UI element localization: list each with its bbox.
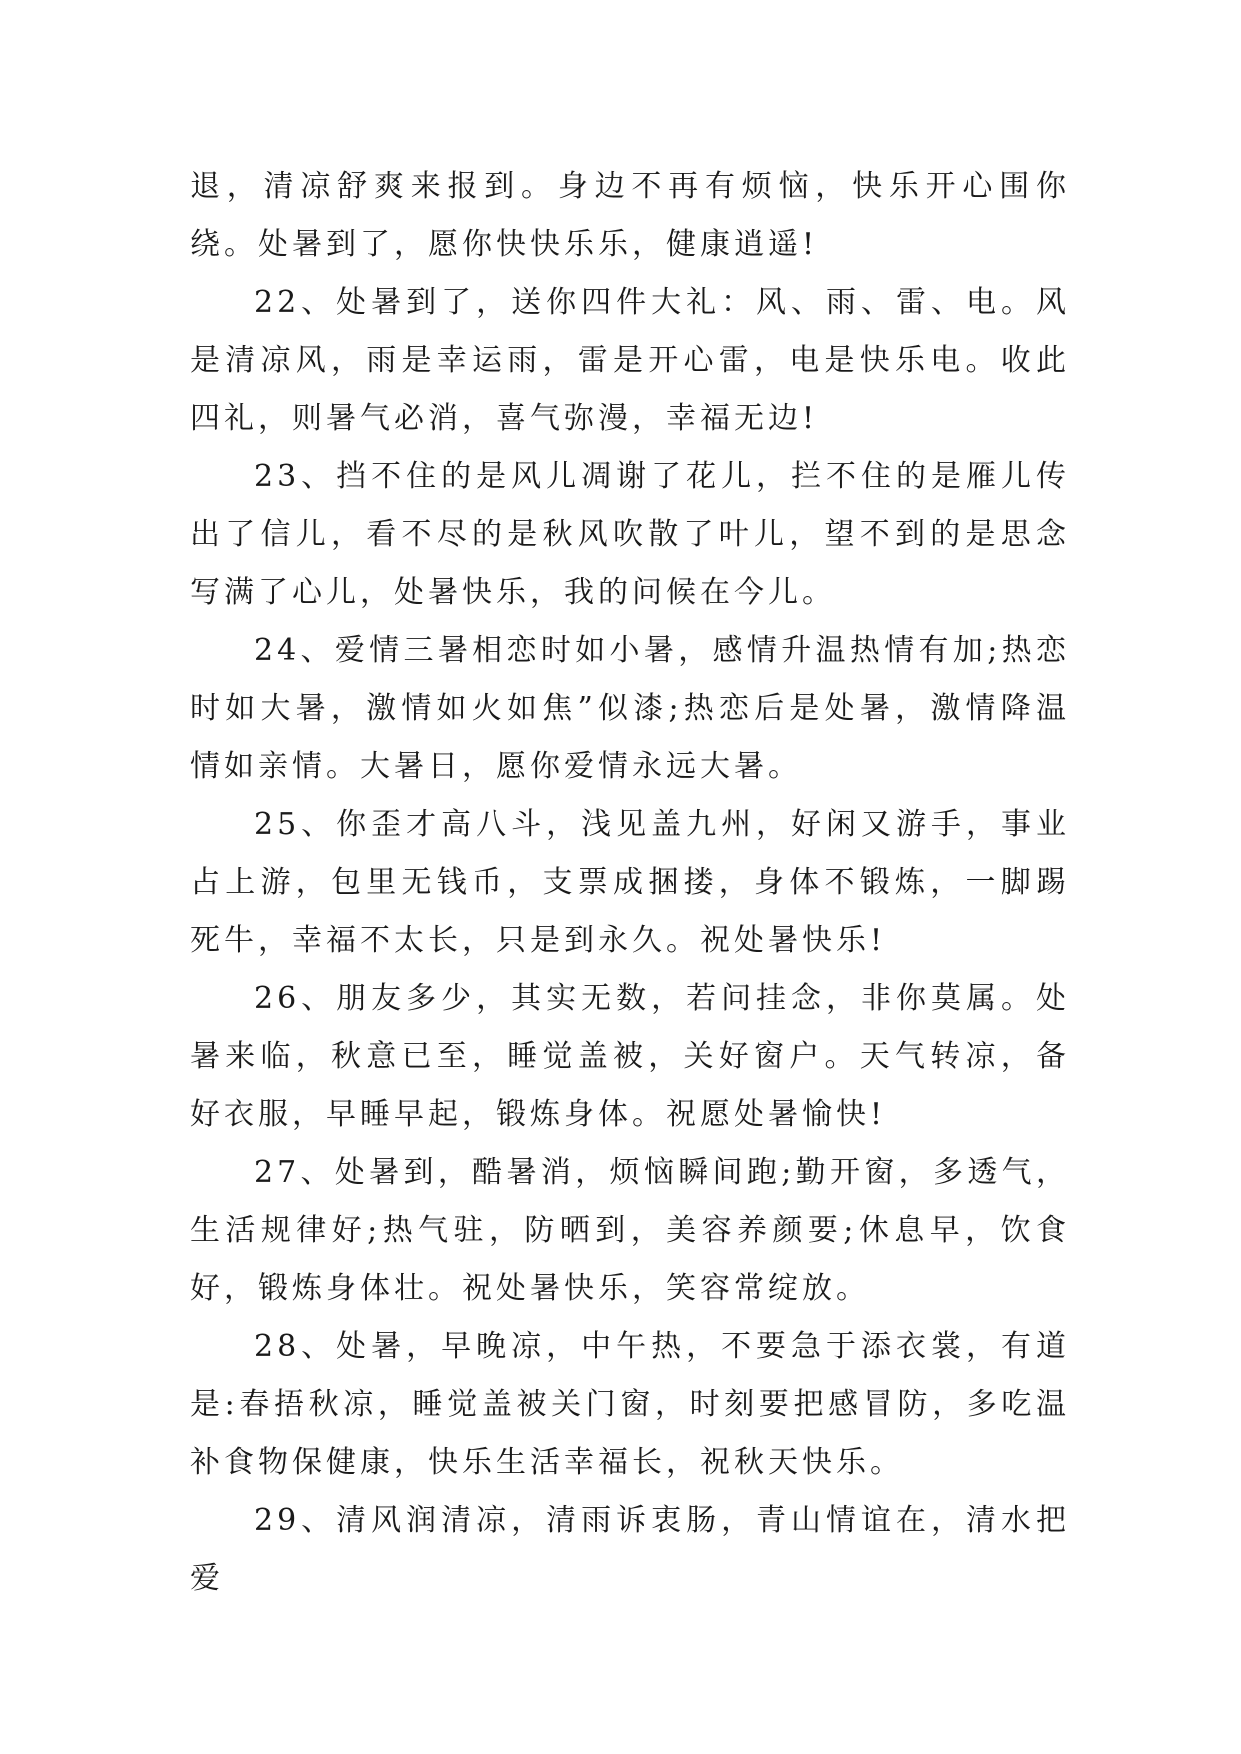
- paragraph-22: 22、处暑到了，送你四件大礼：风、雨、雷、电。风是清凉风，雨是幸运雨，雷是开心雷，电是快乐电。收此四礼，则暑气必消，喜气弥漫，幸福无边!: [190, 285, 1070, 436]
- paragraph-26: 26、朋友多少，其实无数，若问挂念，非你莫属。处暑来临，秋意已至，睡觉盖被，关好窗户。天气转凉，备好衣服，早睡早起，锻炼身体。祝愿处暑愉快!: [190, 981, 1070, 1132]
- paragraph-23: 23、挡不住的是风儿凋谢了花儿，拦不住的是雁儿传出了信儿，看不尽的是秋风吹散了叶儿，望不到的是思念写满了心儿，处暑快乐，我的问候在今儿。: [190, 459, 1070, 610]
- paragraph-25: 25、你歪才高八斗，浅见盖九州，好闲又游手，事业占上游，包里无钱币，支票成捆搂，身体不锻炼，一脚踢死牛，幸福不太长，只是到永久。祝处暑快乐!: [190, 807, 1070, 958]
- paragraph-continuation: 退，清凉舒爽来报到。身边不再有烦恼，快乐开心围你绕。处暑到了，愿你快快乐乐，健康逍遥!: [190, 169, 1070, 262]
- paragraph-28: 28、处暑，早晚凉，中午热，不要急于添衣裳，有道是:春捂秋凉，睡觉盖被关门窗，时刻要把感冒防，多吃温补食物保健康，快乐生活幸福长，祝秋天快乐。: [190, 1329, 1070, 1480]
- paragraph-29: 29、清风润清凉，清雨诉衷肠，青山情谊在，清水把爱: [190, 1503, 1070, 1596]
- paragraph-24: 24、爱情三暑相恋时如小暑，感情升温热情有加;热恋时如大暑，激情如火如焦”似漆;热恋后是处暑，激情降温情如亲情。大暑日，愿你爱情永远大暑。: [190, 633, 1070, 784]
- document-body: [190, 158, 1070, 1608]
- paragraph-27: 27、处暑到，酷暑消，烦恼瞬间跑;勤开窗，多透气，生活规律好;热气驻，防晒到，美容养颜要;休息早，饮食好，锻炼身体壮。祝处暑快乐，笑容常绽放。: [190, 1155, 1070, 1306]
